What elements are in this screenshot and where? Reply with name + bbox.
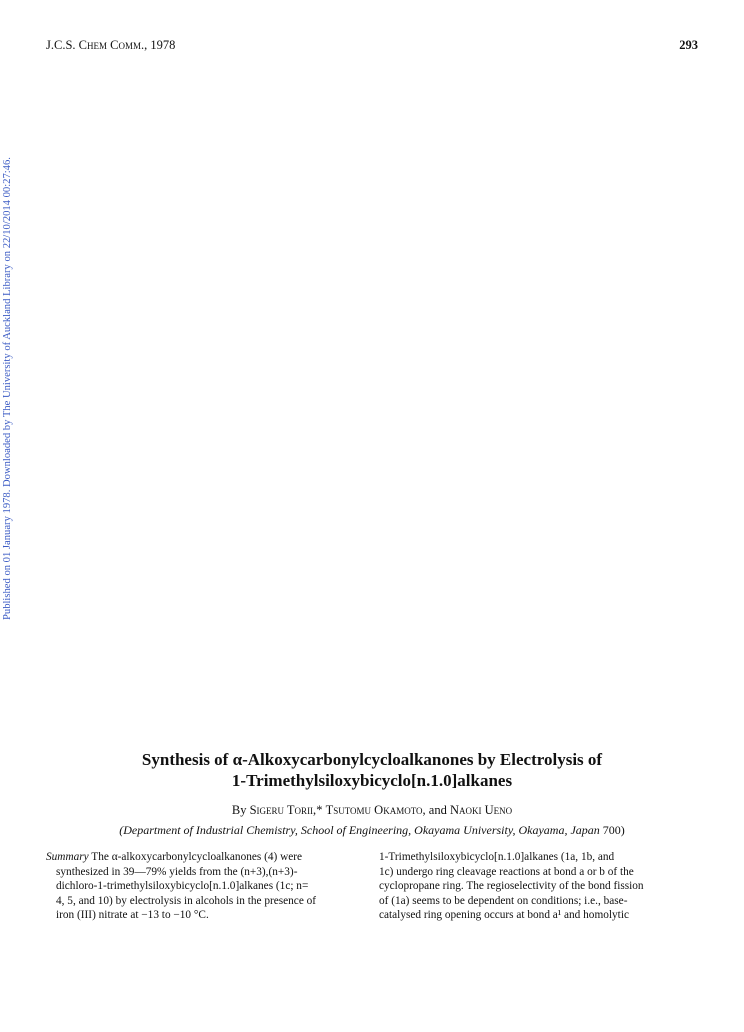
summary-block: Summary The α-alkoxycarbonylcycloalkanones (4) were synthesized in 39—79% yields from the (n+3),(n+3)- dichloro-1-trimethylsiloxybicyclo[n.1.0]alkanes (1c; n= 4, 5, and 10) by electrolysis in alcohols in the presence of iron (III) nitrate at −13 to −10 °C. [46,850,364,923]
body-line: 1-Trimethylsiloxybicyclo[n.1.0]alkanes (1a, 1b, and [379,851,615,863]
author-torii: Sigeru Torii, [249,803,317,817]
running-head [46,38,698,54]
author-okamoto: Tsutomu Okamoto, [325,803,426,817]
author-list: By Sigeru Torii,* Tsutomu Okamoto, and Naoki Ueno [231,803,513,817]
summary-line: 4, 5, and 10) by electrolysis in alcohols in the presence of [56,894,317,907]
body-line: 1c) undergo ring cleavage reactions at bond a or b of the [379,865,634,878]
affiliation: (Department of Industrial Chemistry, School of Engineering, Okayama University, Okayama, Japan 700) [119,823,625,837]
article-title [60,749,684,791]
body-line: cyclopropane ring. The regioselectivity of the bond fission [379,880,644,893]
page-number: 293 [679,38,698,52]
body-text-column [379,850,697,923]
summary-label: Summary [46,851,89,863]
journal-citation: J.C.S. Chem Comm., 1978 [46,38,176,52]
body-line: catalysed ring opening occurs at bond a¹ and homolytic [379,909,629,922]
title-line-2: 1-Trimethylsiloxybicyclo[n.1.0]alkanes [231,771,513,790]
body-line: of (1a) seems to be dependent on conditions; i.e., base- [379,894,628,907]
download-stamp[interactable]: Published on 01 January 1978. Downloaded by The University of Auckland Library on 22/10/2014 00:27:46. [2,157,13,620]
summary-line: iron (III) nitrate at −13 to −10 °C. [56,909,209,922]
summary-line: dichloro-1-trimethylsiloxybicyclo[n.1.0]alkanes (1c; n= [56,880,309,893]
author-ueno: Naoki Ueno [449,803,513,817]
summary-line: synthesized in 39—79% yields from the (n+3),(n+3)- [56,865,298,878]
title-line-1: Synthesis of α-Alkoxycarbonylcycloalkanones by Electrolysis of [141,750,603,769]
